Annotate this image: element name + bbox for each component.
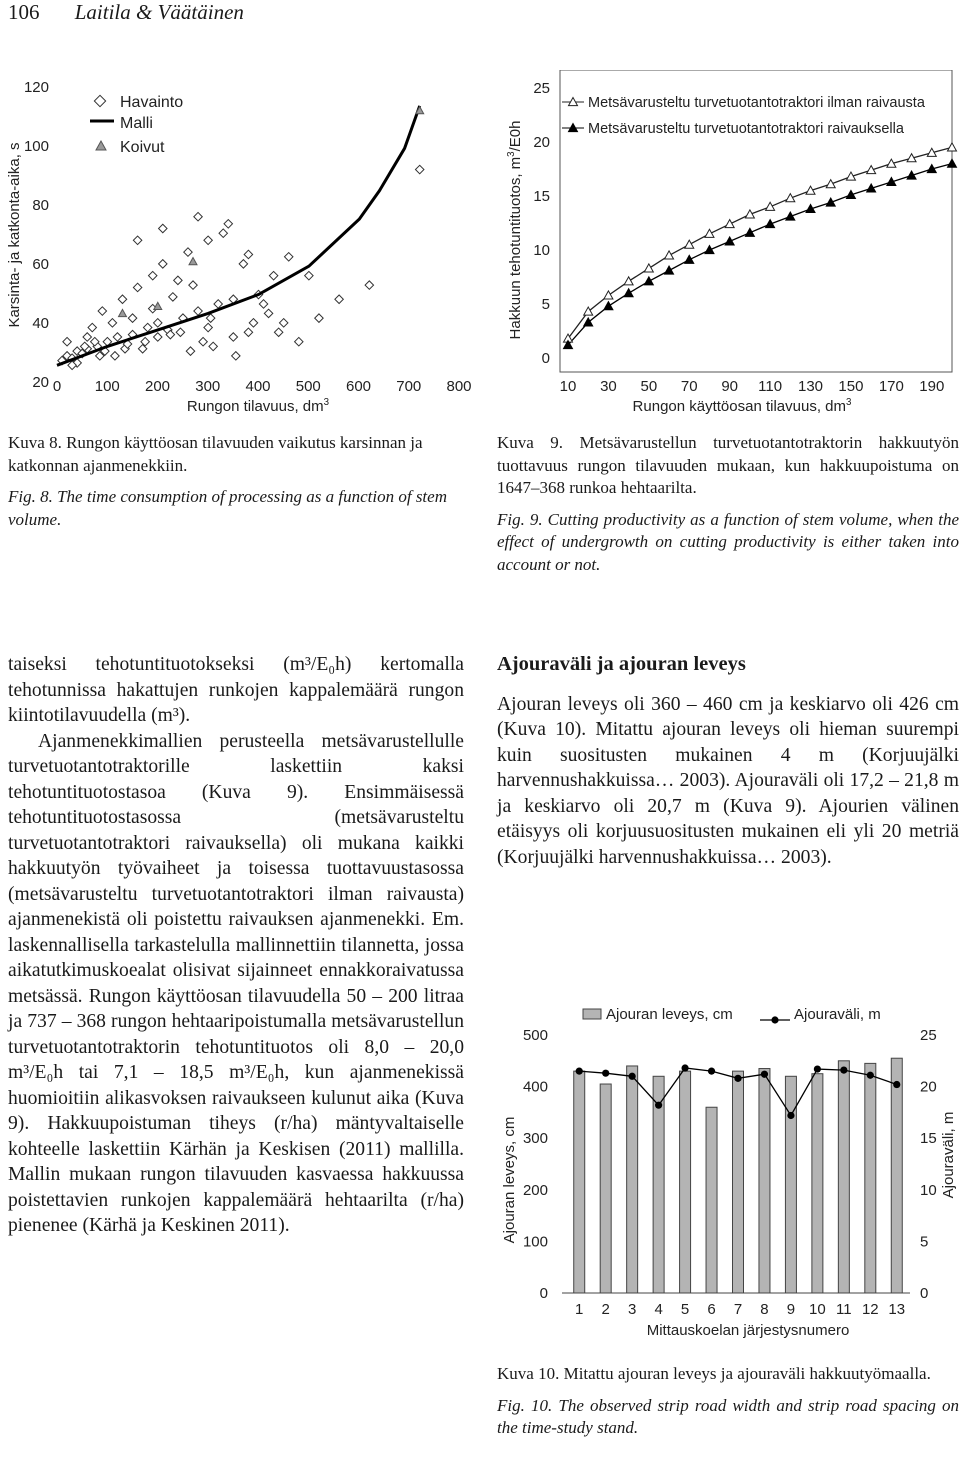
y-tick-label: 10 <box>533 242 550 259</box>
y-tick-label: 80 <box>32 197 49 214</box>
x-tick-label: 70 <box>680 378 698 395</box>
bar <box>838 1061 849 1293</box>
x-tick-label: 13 <box>888 1301 906 1318</box>
x-tick-label: 6 <box>707 1301 716 1318</box>
havainto-point <box>154 333 162 341</box>
figure-9-line-chart <box>490 70 960 420</box>
havainto-point <box>244 328 252 336</box>
bar <box>733 1071 744 1293</box>
havainto-point <box>295 337 303 345</box>
y-right-tick-label: 0 <box>920 1285 929 1302</box>
ajouravali-point <box>681 1064 688 1071</box>
havainto-point <box>133 236 141 244</box>
x-tick-label: 190 <box>919 378 945 395</box>
bar <box>680 1071 691 1293</box>
y-tick-label: 500 <box>522 1027 548 1044</box>
x-tick-label: 110 <box>758 378 783 395</box>
y-tick-label: 120 <box>23 79 49 96</box>
point-ilman-raivausta <box>948 143 957 151</box>
y-tick-label: 400 <box>522 1078 548 1096</box>
legend-label-havainto: Havainto <box>120 94 184 111</box>
x-tick-label: 5 <box>680 1301 690 1318</box>
y-right-axis-title: Ajouraväli, m <box>940 1111 957 1199</box>
figure-9-caption-fi: Kuva 9. Metsävarustellun turvetuotantotraktorin hakkuutyön tuottavuus rungon tilavuuden mukaan, kun hakkuupoistuma on 1647–368 runkoa hehtaarilta. <box>497 433 959 497</box>
havainto-point <box>63 337 71 345</box>
havainto-point <box>274 328 282 336</box>
y-tick-label: 0 <box>539 1285 548 1302</box>
havainto-point <box>204 236 212 244</box>
havainto-point <box>244 250 252 258</box>
ajouravali-point <box>734 1075 741 1082</box>
x-tick-label: 9 <box>786 1301 796 1318</box>
legend-label-line: Ajouraväli, m <box>794 1006 881 1023</box>
ajouravali-point <box>893 1081 900 1088</box>
havainto-point <box>199 337 207 345</box>
y-tick-label: 25 <box>533 80 550 97</box>
y-tick-label: 100 <box>522 1233 548 1251</box>
havainto-point <box>176 328 184 336</box>
ajouravali-point <box>576 1068 583 1075</box>
y-tick-label: 0 <box>541 350 550 367</box>
bar <box>627 1066 638 1293</box>
right-paragraph-1: Ajouran leveys oli 360 – 460 cm ja keskiarvo oli 426 cm (Kuva 10). Mitattu ajouran leveys oli hieman suurempi kuin suositusten mukainen 4 m (Korjuujälki harvennushakkuissa… 2003). Ajouraväli oli 17,2 – 21,8 m ja keskiarvo oli 20,7 m (Kuva 9). Ajourien välinen etäisyys oli korjuusuositusten mukainen eli yli 20 metriä (Korjuujälki harvennushakkuissa… 2003). <box>497 693 959 868</box>
havainto-point <box>98 307 106 315</box>
figure-10-caption-en: Fig. 10. The observed strip road width and strip road spacing on the time-study stand. <box>497 1395 959 1437</box>
legend-marker-bars <box>583 1009 601 1019</box>
left-paragraph-1: taiseksi tehotuntituotokseksi (m³/E₀h) kertomalla tehotunnissa hakattujen runkojen kappalemäärä rungon kiintotilavuudella (m³). <box>8 654 464 726</box>
point-raivauksella <box>624 289 633 297</box>
point-ilman-raivausta <box>685 240 694 248</box>
point-ilman-raivausta <box>604 291 613 299</box>
figure-10-caption-fi: Kuva 10. Mitattu ajouran leveys ja ajouraväli hakkuutyömaalla. <box>497 1364 931 1383</box>
y-tick-label: 15 <box>533 188 550 205</box>
x-axis-title: Rungon käyttöosan tilavuus, $dm^3$ <box>632 397 852 415</box>
havainto-point <box>184 248 192 256</box>
x-tick-label: 200 <box>144 378 171 395</box>
series-line-raivauksella <box>568 164 952 345</box>
point-raivauksella <box>644 277 653 285</box>
y-axis-title: Hakkuun tehotuntituotos, $m^3/E0h$ <box>506 120 524 340</box>
figure-9-caption <box>497 432 959 576</box>
x-tick-label: 8 <box>760 1301 769 1318</box>
ajouravali-point <box>602 1070 609 1077</box>
x-tick-label: 50 <box>640 378 658 395</box>
ajouravali-point <box>708 1068 715 1075</box>
bar <box>759 1069 770 1293</box>
havainto-point <box>284 253 292 261</box>
figure-8-caption-fi: Kuva 8. Rungon käyttöosan tilavuuden vaikutus karsinnan ja katkonnan ajanmenekkiin. <box>8 433 423 475</box>
havainto-point <box>232 352 240 360</box>
havainto-point <box>169 293 177 301</box>
legend-marker-havainto <box>94 95 105 106</box>
section-heading: Ajouraväli ja ajouran leveys <box>497 653 746 675</box>
right-column-text <box>497 652 959 870</box>
page-number: 106 <box>8 0 40 24</box>
y-axis-title: Ajouran leveys, cm <box>501 1116 518 1244</box>
left-column-text <box>8 652 464 1239</box>
ajouravali-point <box>814 1065 821 1072</box>
y-axis-title: Karsinta- ja katkonta-aika, s <box>6 142 23 328</box>
point-raivauksella <box>826 198 835 206</box>
x-tick-label: 2 <box>601 1301 610 1318</box>
y-tick-label: 20 <box>533 134 550 151</box>
havainto-point <box>279 319 287 327</box>
koivut-point <box>154 302 162 309</box>
havainto-point <box>239 260 247 268</box>
x-tick-label: 300 <box>195 378 221 395</box>
x-tick-label: 600 <box>345 378 372 395</box>
y-tick-label: 200 <box>522 1181 548 1199</box>
y-right-tick-label: 15 <box>920 1130 937 1148</box>
point-raivauksella <box>786 212 795 220</box>
y-right-tick-label: 25 <box>920 1027 937 1044</box>
x-axis-title: Mittauskoelan järjestysnumero <box>646 1322 850 1339</box>
havainto-point <box>148 271 156 279</box>
figure-8-caption-en: Fig. 8. The time consumption of processing as a function of stem volume. <box>8 487 447 529</box>
x-tick-label: 10 <box>809 1301 826 1318</box>
legend-marker-line <box>771 1016 778 1023</box>
x-tick-label: 3 <box>627 1301 637 1318</box>
havainto-point <box>335 295 343 303</box>
ajouravali-point <box>840 1066 847 1073</box>
bar <box>574 1071 585 1293</box>
figure-10-bar-line-chart <box>490 995 960 1345</box>
x-tick-label: 100 <box>94 378 120 395</box>
x-tick-label: 12 <box>861 1301 879 1318</box>
havainto-point <box>229 333 237 341</box>
point-raivauksella <box>948 159 957 167</box>
x-tick-label: 11 <box>836 1301 852 1318</box>
x-tick-label: 1 <box>575 1301 584 1318</box>
havainto-point <box>264 309 272 317</box>
legend-label-1: Metsävarusteltu turvetuotantotraktori ilman raivausta <box>588 95 925 111</box>
ajouravali-point <box>629 1073 636 1080</box>
legend-label-koivut: Koivut <box>120 139 165 156</box>
havainto-point <box>269 271 277 279</box>
page-header <box>8 0 244 25</box>
y-tick-label: 5 <box>541 296 550 313</box>
point-raivauksella <box>665 266 674 274</box>
bar <box>812 1074 823 1293</box>
ajouravali-point <box>655 1102 662 1109</box>
figure-10-caption <box>497 1363 959 1440</box>
x-tick-label: 30 <box>600 378 617 395</box>
havainto-point <box>113 333 121 341</box>
y-tick-label: 100 <box>23 138 49 155</box>
point-ilman-raivausta <box>644 264 653 272</box>
havainto-point <box>365 281 373 289</box>
bar <box>865 1063 876 1293</box>
y-right-tick-label: 20 <box>920 1078 937 1096</box>
bar <box>653 1076 664 1293</box>
point-ilman-raivausta <box>725 220 734 228</box>
havainto-point <box>128 314 136 322</box>
havainto-point <box>219 229 227 237</box>
havainto-point <box>415 165 423 173</box>
running-head-authors: Laitila & Väätäinen <box>74 0 244 24</box>
y-tick-label: 300 <box>522 1130 548 1148</box>
havainto-point <box>174 276 182 284</box>
y-tick-label: 40 <box>32 315 49 332</box>
x-axis-title: Rungon tilavuus, $dm^3$ <box>186 397 330 415</box>
point-ilman-raivausta <box>624 277 633 285</box>
x-tick-label: 130 <box>798 378 824 395</box>
havainto-point <box>189 281 197 289</box>
point-ilman-raivausta <box>766 202 775 210</box>
legend-label-malli: Malli <box>120 115 153 132</box>
havainto-point <box>186 347 194 355</box>
point-raivauksella <box>766 220 775 228</box>
havainto-point <box>159 260 167 268</box>
havainto-point <box>194 212 202 220</box>
x-tick-label: 700 <box>396 378 422 395</box>
point-ilman-raivausta <box>786 194 795 202</box>
plot-frame <box>560 70 952 372</box>
point-raivauksella <box>725 237 734 245</box>
x-tick-label: 500 <box>295 378 321 395</box>
koivut-point <box>118 309 126 316</box>
havainto-point <box>111 352 119 360</box>
legend-label-2: Metsävarusteltu turvetuotantotraktori raivauksella <box>588 121 904 137</box>
koivut-point <box>189 258 197 265</box>
bar <box>706 1107 717 1293</box>
y-right-tick-label: 10 <box>920 1181 937 1199</box>
havainto-point <box>209 342 217 350</box>
x-tick-label: 170 <box>878 378 904 395</box>
havainto-point <box>206 314 214 322</box>
x-tick-label: 7 <box>733 1301 743 1318</box>
figure-9-caption-en: Fig. 9. Cutting productivity as a function of stem volume, when the effect of undergrowth on cutting productivity is either taken into account or not. <box>497 509 959 574</box>
x-tick-label: 800 <box>446 378 472 395</box>
ajouravali-point <box>867 1072 874 1079</box>
havainto-point <box>249 319 257 327</box>
havainto-point <box>315 314 323 322</box>
havainto-point <box>259 300 267 308</box>
havainto-point <box>305 271 313 279</box>
point-raivauksella <box>604 302 613 310</box>
x-tick-label: 400 <box>245 378 271 395</box>
legend-label-bars: Ajouran leveys, cm <box>606 1006 733 1023</box>
bar <box>891 1058 902 1293</box>
havainto-point <box>133 283 141 291</box>
y-right-tick-label: 5 <box>920 1233 929 1251</box>
havainto-point <box>194 307 202 315</box>
x-tick-label: 0 <box>52 378 62 395</box>
ajouravali-point <box>761 1071 768 1078</box>
x-tick-label: 150 <box>838 378 864 395</box>
point-ilman-raivausta <box>705 229 714 237</box>
havainto-point <box>118 295 126 303</box>
legend-marker-koivut <box>96 141 106 150</box>
y-tick-label: 20 <box>32 374 49 391</box>
series-line-ilman-raivausta <box>568 147 952 338</box>
y-tick-label: 60 <box>32 256 49 273</box>
havainto-point <box>204 323 212 331</box>
x-tick-label: 10 <box>559 378 577 395</box>
figure-8-scatter-chart <box>0 70 480 420</box>
bar <box>600 1084 611 1293</box>
point-raivauksella <box>745 228 754 236</box>
havainto-point <box>83 333 91 341</box>
point-raivauksella <box>685 255 694 263</box>
havainto-point <box>88 323 96 331</box>
ajouravali-point <box>787 1112 794 1119</box>
point-ilman-raivausta <box>826 180 835 188</box>
havainto-point <box>154 319 162 327</box>
havainto-point <box>159 224 167 232</box>
havainto-point <box>224 220 232 228</box>
havainto-point <box>108 319 116 327</box>
x-tick-label: 4 <box>654 1301 663 1318</box>
figure-8-caption <box>8 432 468 531</box>
havainto-point <box>143 323 151 331</box>
point-ilman-raivausta <box>665 251 674 259</box>
left-paragraph-2: Ajanmenekkimallien perusteella metsävarustellulle turvetuotantotraktorille laskettiin kaksi tehotuntituotostasoa (Kuva 9). Ensimmäisessä tehotuntituotostasossa (metsävarusteltu turvetuotantotraktori raivauksella) oli mukana kaikki hakkuutyön työvaiheet ja toisessa tuottavuustasossa (metsävarusteltu turvetuotantotraktori ilman raivausta) ajanmenekistä oli poistettu raivauksen ajanmenekki. Em. laskennallisella tarkastelulla mallinnettiin tilannetta, jossa aikatutkimuskoealat olisivat sijainneet ennakkoraivatussa metsässä. Rungon käyttöosan tilavuudella 50 – 200 litraa ja 737 – 368 rungon hehtaaripoistumalla metsävarustellun turvetuotantotraktorin tehotuntituotos oli 8,0 – 20,0 m³/E₀h tai 7,1 – 18,5 m³/E₀h, kun ajanmenekissä huomioitiin alikasvoksen raivaukseen kulunut aika (Kuva 9). Hakkuupoistuman tiheys (r/ha) mäntyvaltaiselle kohteelle laskettiin Kärhän ja Keskisen (2011) mallilla. Mallin mukaan rungon tilavuuden kasvaessa hakkuussa poistettavien runkojen kappalemäärä hehtaarilta (r/ha) pienenee (Kärhä ja Keskinen 2011). <box>8 730 464 1236</box>
x-tick-label: 90 <box>721 378 739 395</box>
point-raivauksella <box>705 246 714 254</box>
